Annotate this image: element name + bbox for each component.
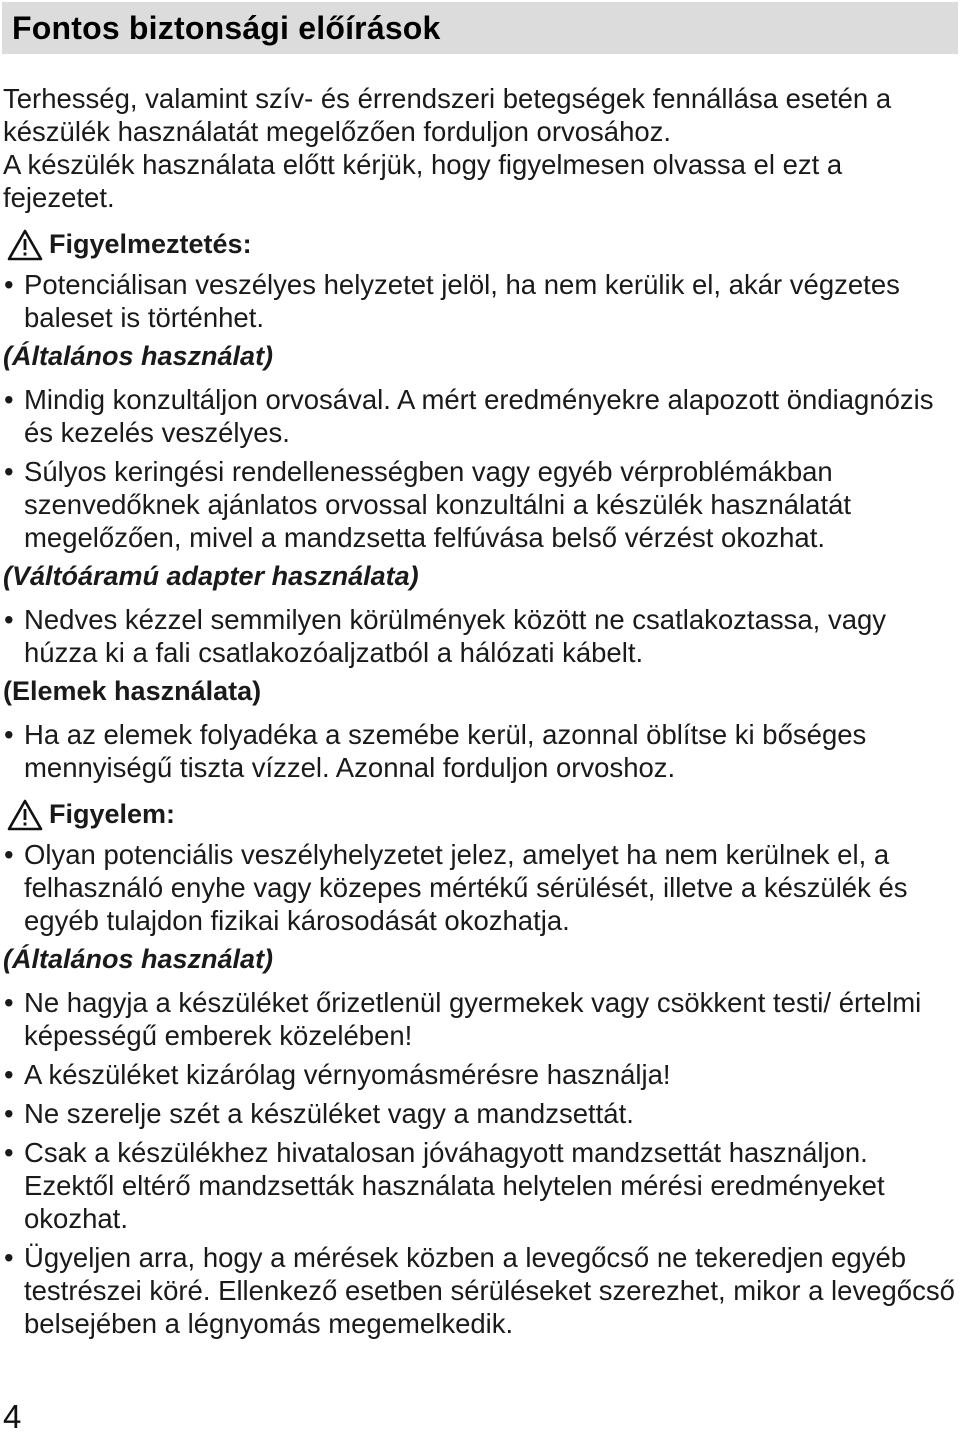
list-item: • Ne szerelje szét a készüléket vagy a mandzsettát.	[4, 1098, 634, 1129]
list-item: • Ha az elemek folyadéka a szemébe kerül, azonnal öblítse ki bőséges mennyiségű tiszta vízzel. Azonnal forduljon orvoshoz.	[4, 719, 867, 783]
title-bar	[2, 2, 958, 54]
list-item: • Mindig konzultáljon orvosával. A mért eredményekre alapozott öndiagnózis és kezelés veszélyes.	[4, 384, 934, 448]
warning-intro-list	[3, 268, 955, 334]
list-item: • A készüléket kizárólag vérnyomásmérésre használja!	[4, 1059, 671, 1090]
caution-intro-list	[3, 838, 955, 937]
list-item: • Ügyeljen arra, hogy a mérések közben a levegőcső ne tekeredjen egyéb testrészei köré. Ellenkező esetben sérüléseket szerezhet, mikor a levegőcső belsejében a légnyomás megemelkedik.	[4, 1242, 955, 1339]
batteries-list	[3, 718, 955, 784]
list-item: • Nedves kézzel semmilyen körülmények között ne csatlakoztassa, vagy húzza ki a fali csatlakozóaljzatból a hálózati kábelt.	[4, 604, 887, 668]
caution-heading	[3, 798, 955, 831]
warning-label: Figyelmeztetés:	[49, 229, 252, 259]
subheading-ac-adapter: (Váltóáramú adapter használata)	[3, 561, 419, 591]
intro-paragraph: A készülék használata előtt kérjük, hogy figyelmesen olvassa el ezt a fejezetet.	[3, 149, 843, 213]
document-body	[3, 82, 955, 1346]
subheading-batteries: (Elemek használata)	[3, 676, 262, 706]
list-item: • Olyan potenciális veszélyhelyzetet jelez, amelyet ha nem kerülnek el, a felhasználó enyhe vagy közepes mértékű sérülését, illetve a készülék és egyéb tulajdon fizikai károsodását okozhatja.	[4, 839, 908, 936]
list-item: • Csak a készülékhez hivatalosan jóváhagyott mandzsettát használjon. Ezektől eltérő mandzsetták használata helytelen mérési eredményeket okozhat.	[4, 1137, 885, 1234]
caution-label: Figyelem:	[49, 799, 176, 829]
intro-paragraph: Terhesség, valamint szív- és érrendszeri betegségek fennállása esetén a készülék használatát megelőzően forduljon orvosához.	[3, 83, 892, 147]
general-use-list	[3, 383, 955, 554]
warning-heading	[3, 228, 955, 261]
subheading-general-use: (Általános használat)	[3, 944, 274, 974]
page-title: Fontos biztonsági előírások	[12, 9, 441, 46]
general-use-caution-list	[3, 986, 955, 1340]
warning-triangle-icon	[7, 799, 43, 831]
ac-adapter-list	[3, 603, 955, 669]
page-number: 4	[3, 1398, 22, 1435]
list-item: • Potenciálisan veszélyes helyzetet jelöl, ha nem kerülik el, akár végzetes baleset is történhet.	[4, 269, 900, 333]
list-item: • Súlyos keringési rendellenességben vagy egyéb vérproblémákban szenvedőknek ajánlatos orvossal konzultálni a készülék használatát megelőzően, mivel a mandzsetta felfúvása belső vérzést okozhat.	[4, 456, 852, 553]
subheading-general-use: (Általános használat)	[3, 341, 274, 371]
list-item: • Ne hagyja a készüléket őrizetlenül gyermekek vagy csökkent testi/ értelmi képességű emberek közelében!	[4, 987, 922, 1051]
warning-triangle-icon	[7, 229, 43, 261]
